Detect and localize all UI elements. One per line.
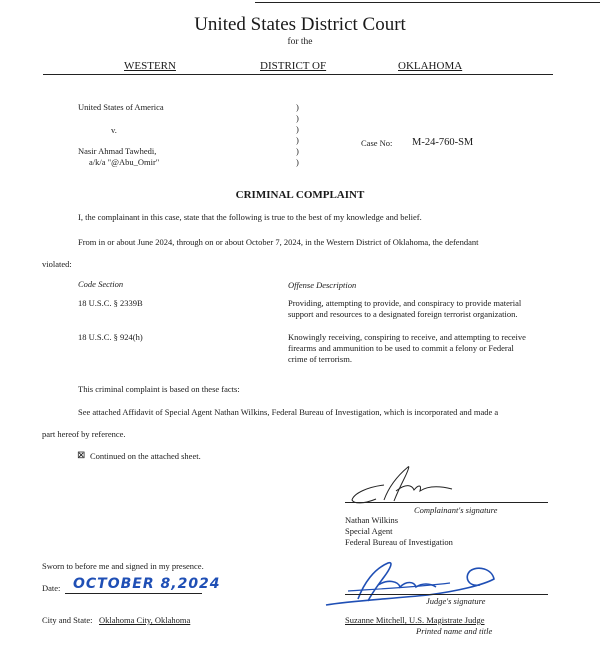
complaint-violated: violated: xyxy=(42,259,72,269)
caption-paren: ) xyxy=(296,113,299,123)
caption-paren: ) xyxy=(296,135,299,145)
offense-desc-line: support and resources to a designated foreign terrorist organization. xyxy=(288,309,518,319)
city-state-label: City and State: xyxy=(42,615,93,625)
offense-desc-line: Knowingly receiving, conspiring to receive, and attempting to receive xyxy=(288,332,526,342)
district-left: WESTERN xyxy=(124,60,176,72)
complaint-title: CRIMINAL COMPLAINT xyxy=(235,189,365,201)
court-for-the: for the xyxy=(287,37,313,47)
defendant-name: Nasir Ahmad Tawhedi, xyxy=(78,146,157,156)
facts-intro: This criminal complaint is based on these facts: xyxy=(78,384,240,394)
caption-paren: ) xyxy=(296,102,299,112)
complainant-name: Nathan Wilkins xyxy=(345,515,399,525)
judge-name: Suzanne Mitchell, U.S. Magistrate Judge xyxy=(345,615,485,625)
caption-paren: ) xyxy=(296,157,299,167)
offense-code: 18 U.S.C. § 924(h) xyxy=(78,332,143,342)
offense-desc-line: Providing, attempting to provide, and conspiracy to provide material xyxy=(288,298,522,308)
facts-affidavit: See attached Affidavit of Special Agent Nathan Wilkins, Federal Bureau of Investigation, which is incorporated and made a xyxy=(78,407,499,417)
plaintiff-name: United States of America xyxy=(78,102,164,112)
printed-name-label: Printed name and title xyxy=(416,626,493,636)
case-number-label: Case No: xyxy=(361,138,393,148)
date-value: OCTOBER 8,2024 xyxy=(73,576,221,592)
complainant-signature-label: Complainant's signature xyxy=(414,505,498,515)
facts-reference: part hereof by reference. xyxy=(42,429,126,439)
defendant-alias: a/k/a "@Abu_Omir" xyxy=(89,157,160,167)
complaint-para2: From in or about June 2024, through on or about October 7, 2024, in the Western District of Oklahoma, the defendant xyxy=(78,237,479,247)
complainant-signature-line xyxy=(345,502,548,503)
judge-signature-line xyxy=(345,594,548,595)
offense-code: 18 U.S.C. § 2339B xyxy=(78,298,143,308)
caption-paren: ) xyxy=(296,146,299,156)
checked-checkbox-icon: ⊠ xyxy=(77,450,86,461)
col-code-section: Code Section xyxy=(78,279,124,289)
district-right: OKLAHOMA xyxy=(398,60,463,72)
top-border xyxy=(255,2,600,3)
district-underline xyxy=(43,74,553,75)
versus: v. xyxy=(111,125,117,135)
caption-paren: ) xyxy=(296,124,299,134)
judge-signature-label: Judge's signature xyxy=(426,596,486,606)
offense-desc-line: crime of terrorism. xyxy=(288,354,352,364)
complainant-agency: Federal Bureau of Investigation xyxy=(345,537,453,547)
complaint-para1: I, the complainant in this case, state that the following is true to the best of my knowledge and belief. xyxy=(78,212,422,222)
case-number: M-24-760-SM xyxy=(412,137,474,148)
date-underline xyxy=(65,593,202,594)
complainant-title: Special Agent xyxy=(345,526,393,536)
offense-desc-line: firearms and ammunition to be used to commit a felony or Federal xyxy=(288,343,514,353)
continued-sheet-text: Continued on the attached sheet. xyxy=(90,451,201,461)
col-offense-description: Offense Description xyxy=(288,280,357,290)
date-label: Date: xyxy=(42,583,61,593)
district-middle: DISTRICT OF xyxy=(260,60,327,72)
sworn-statement: Sworn to before me and signed in my presence. xyxy=(42,561,204,571)
city-state-value: Oklahoma City, Oklahoma xyxy=(99,615,191,625)
court-title: United States District Court xyxy=(194,14,406,35)
